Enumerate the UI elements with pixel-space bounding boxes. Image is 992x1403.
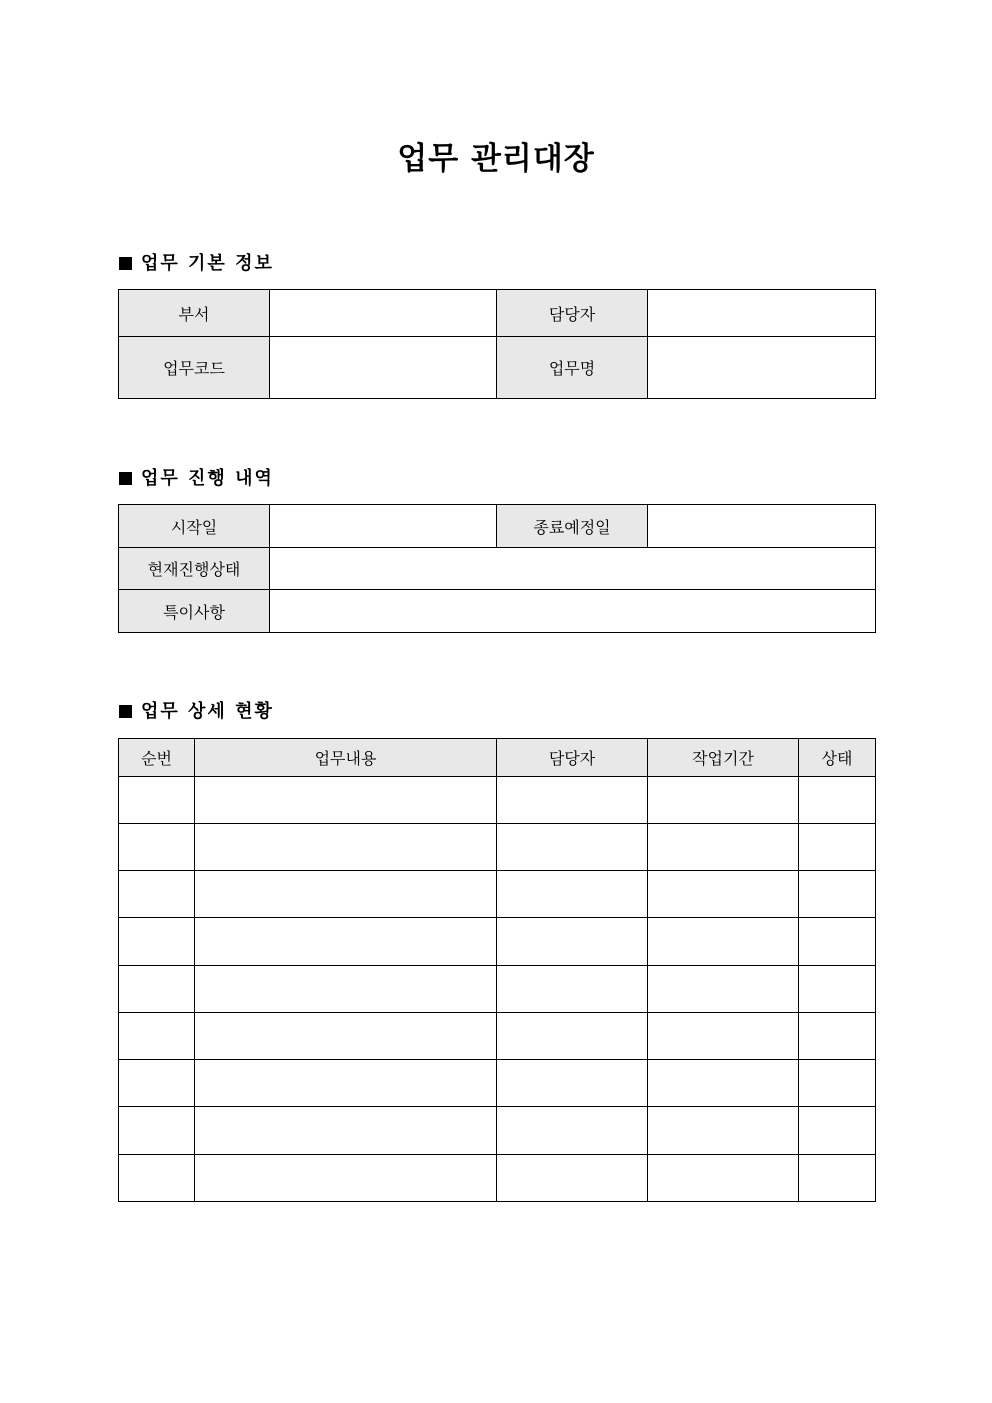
content-cell[interactable] (195, 918, 497, 966)
table-row (119, 290, 876, 337)
number-cell[interactable] (119, 918, 195, 966)
column-header-manager: 담당자 (497, 739, 648, 777)
number-cell[interactable] (119, 1060, 195, 1107)
square-bullet-icon (119, 257, 132, 270)
manager-label: 담당자 (497, 290, 648, 337)
content-cell[interactable] (195, 871, 497, 918)
start-date-label: 시작일 (119, 505, 270, 548)
current-status-label: 현재진행상태 (119, 548, 270, 590)
task-name-field[interactable] (648, 337, 876, 399)
table-row (119, 1060, 876, 1107)
detail-table (118, 738, 876, 1202)
table-row (119, 966, 876, 1013)
table-row (119, 1155, 876, 1202)
status-cell[interactable] (799, 1060, 876, 1107)
square-bullet-icon (119, 705, 132, 718)
task-code-field[interactable] (270, 337, 497, 399)
remarks-label: 특이사항 (119, 590, 270, 633)
period-cell[interactable] (648, 918, 799, 966)
manager-cell[interactable] (497, 824, 648, 871)
status-cell[interactable] (799, 918, 876, 966)
end-date-label: 종료예정일 (497, 505, 648, 548)
department-label: 부서 (119, 290, 270, 337)
progress-table (118, 504, 876, 633)
status-cell[interactable] (799, 777, 876, 824)
table-row (119, 337, 876, 399)
manager-cell[interactable] (497, 966, 648, 1013)
period-cell[interactable] (648, 1013, 799, 1060)
content-cell[interactable] (195, 1107, 497, 1155)
task-name-label: 업무명 (497, 337, 648, 399)
manager-cell[interactable] (497, 871, 648, 918)
content-cell[interactable] (195, 1013, 497, 1060)
manager-cell[interactable] (497, 1107, 648, 1155)
number-cell[interactable] (119, 1107, 195, 1155)
content-cell[interactable] (195, 1155, 497, 1202)
content-cell[interactable] (195, 777, 497, 824)
column-header-status: 상태 (799, 739, 876, 777)
end-date-field[interactable] (648, 505, 876, 548)
manager-cell[interactable] (497, 1155, 648, 1202)
period-cell[interactable] (648, 871, 799, 918)
period-cell[interactable] (648, 1107, 799, 1155)
table-row (119, 777, 876, 824)
table-row (119, 824, 876, 871)
period-cell[interactable] (648, 824, 799, 871)
department-field[interactable] (270, 290, 497, 337)
status-cell[interactable] (799, 1107, 876, 1155)
manager-cell[interactable] (497, 1013, 648, 1060)
section-heading-detail (119, 700, 274, 724)
number-cell[interactable] (119, 871, 195, 918)
status-cell[interactable] (799, 871, 876, 918)
number-cell[interactable] (119, 777, 195, 824)
start-date-field[interactable] (270, 505, 497, 548)
number-cell[interactable] (119, 1155, 195, 1202)
status-cell[interactable] (799, 966, 876, 1013)
section-heading-basic (119, 252, 274, 276)
remarks-field[interactable] (270, 590, 876, 633)
content-cell[interactable] (195, 966, 497, 1013)
table-row (119, 871, 876, 918)
period-cell[interactable] (648, 777, 799, 824)
section-heading-basic-label: 업무 기본 정보 (141, 253, 274, 274)
task-code-label: 업무코드 (119, 337, 270, 399)
table-row (119, 918, 876, 966)
manager-cell[interactable] (497, 1060, 648, 1107)
column-header-content: 업무내용 (195, 739, 497, 777)
column-header-period: 작업기간 (648, 739, 799, 777)
section-heading-progress (119, 467, 274, 491)
manager-cell[interactable] (497, 918, 648, 966)
column-header-number: 순번 (119, 739, 195, 777)
current-status-field[interactable] (270, 548, 876, 590)
status-cell[interactable] (799, 1013, 876, 1060)
period-cell[interactable] (648, 1060, 799, 1107)
number-cell[interactable] (119, 824, 195, 871)
status-cell[interactable] (799, 1155, 876, 1202)
manager-cell[interactable] (497, 777, 648, 824)
content-cell[interactable] (195, 1060, 497, 1107)
basic-info-table (118, 289, 876, 399)
table-header-row (119, 739, 876, 777)
section-heading-progress-label: 업무 진행 내역 (141, 468, 274, 489)
table-row (119, 548, 876, 590)
number-cell[interactable] (119, 1013, 195, 1060)
manager-field[interactable] (648, 290, 876, 337)
content-cell[interactable] (195, 824, 497, 871)
table-row (119, 590, 876, 633)
number-cell[interactable] (119, 966, 195, 1013)
document-title: 업무 관리대장 (397, 141, 595, 177)
period-cell[interactable] (648, 1155, 799, 1202)
table-row (119, 1107, 876, 1155)
table-row (119, 1013, 876, 1060)
period-cell[interactable] (648, 966, 799, 1013)
square-bullet-icon (119, 472, 132, 485)
status-cell[interactable] (799, 824, 876, 871)
table-row (119, 505, 876, 548)
section-heading-detail-label: 업무 상세 현황 (141, 701, 274, 722)
